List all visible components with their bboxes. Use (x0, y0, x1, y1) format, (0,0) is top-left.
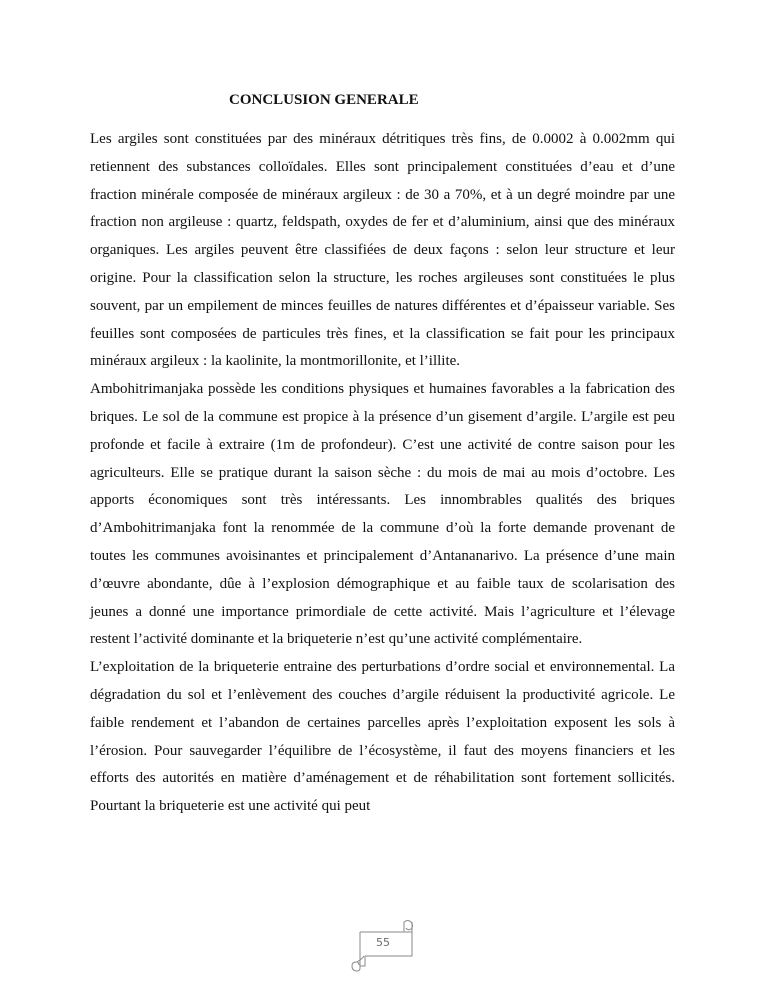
paragraph-exploitation: L’exploitation de la briqueterie entraine des perturbations d’ordre social et environnemental. La dégradation du sol et l’enlèvement des couches d’argile réduisent la productivité agricole. Le faible rendement et l’abandon de certaines parcelles après l’exploitation exposent les sols à l’érosion. Pour sauvegarder l’équilibre de l’écosystème, il faut des moyens financiers et les efforts des autorités en matière d’aménagement et de réhabilitation sont fortement sollicités. Pourtant la briqueterie est une activité qui peut (90, 659, 675, 815)
paragraph-ambohitrimanjaka: Ambohitrimanjaka possède les conditions physiques et humaines favorables a la fabrication des briques. Le sol de la commune est propice à la présence d’un gisement d’argile. L’argile est peu profonde et facile à extraire (1m de profondeur). C’est une activité de contre saison pour les agriculteurs. Elle se pratique durant la saison sèche : du mois de mai au mois d’octobre. Les apports économiques sont très intéressants. Les innombrables qualités des briques d’Ambohitrimanjaka font la renommée de la commune d’où la forte demande provenant de toutes les communes avoisinantes et principalement d’Antananarivo. La présence d’une main d’œuvre abondante, dûe à l’explosion démographique et au faible taux de scolarisation des jeunes a donné une importance primordiale de cette activité. Mais l’agriculture et l’élevage restent l’activité dominante et la briqueterie n’est qu’une activité complémentaire. (90, 381, 675, 648)
body-text (90, 126, 675, 821)
page-title: CONCLUSION GENERALE (229, 92, 419, 108)
page-number: 55 (376, 936, 390, 949)
page-footer (348, 918, 418, 972)
paragraph-argiles: Les argiles sont constituées par des minéraux détritiques très fins, de 0.0002 à 0.002mm qui retiennent des substances colloïdales. Elles sont principalement constituées d’eau et d’une fraction minérale composée de minéraux argileux : de 30 a 70%, et à un degré moindre par une fraction non argileuse : quartz, feldspath, oxydes de fer et d’aluminium, ainsi que des minéraux organiques. Les argiles peuvent être classifiées de deux façons : selon leur structure et leur origine. Pour la classification selon la structure, les roches argileuses sont constituées le plus souvent, par un empilement de minces feuilles de natures différentes et d’épaisseur variable. Ses feuilles sont composées de particules très fines, et la classification se fait pour les principaux minéraux argileux : la kaolinite, la montmorillonite, et l’illite. (90, 131, 675, 370)
